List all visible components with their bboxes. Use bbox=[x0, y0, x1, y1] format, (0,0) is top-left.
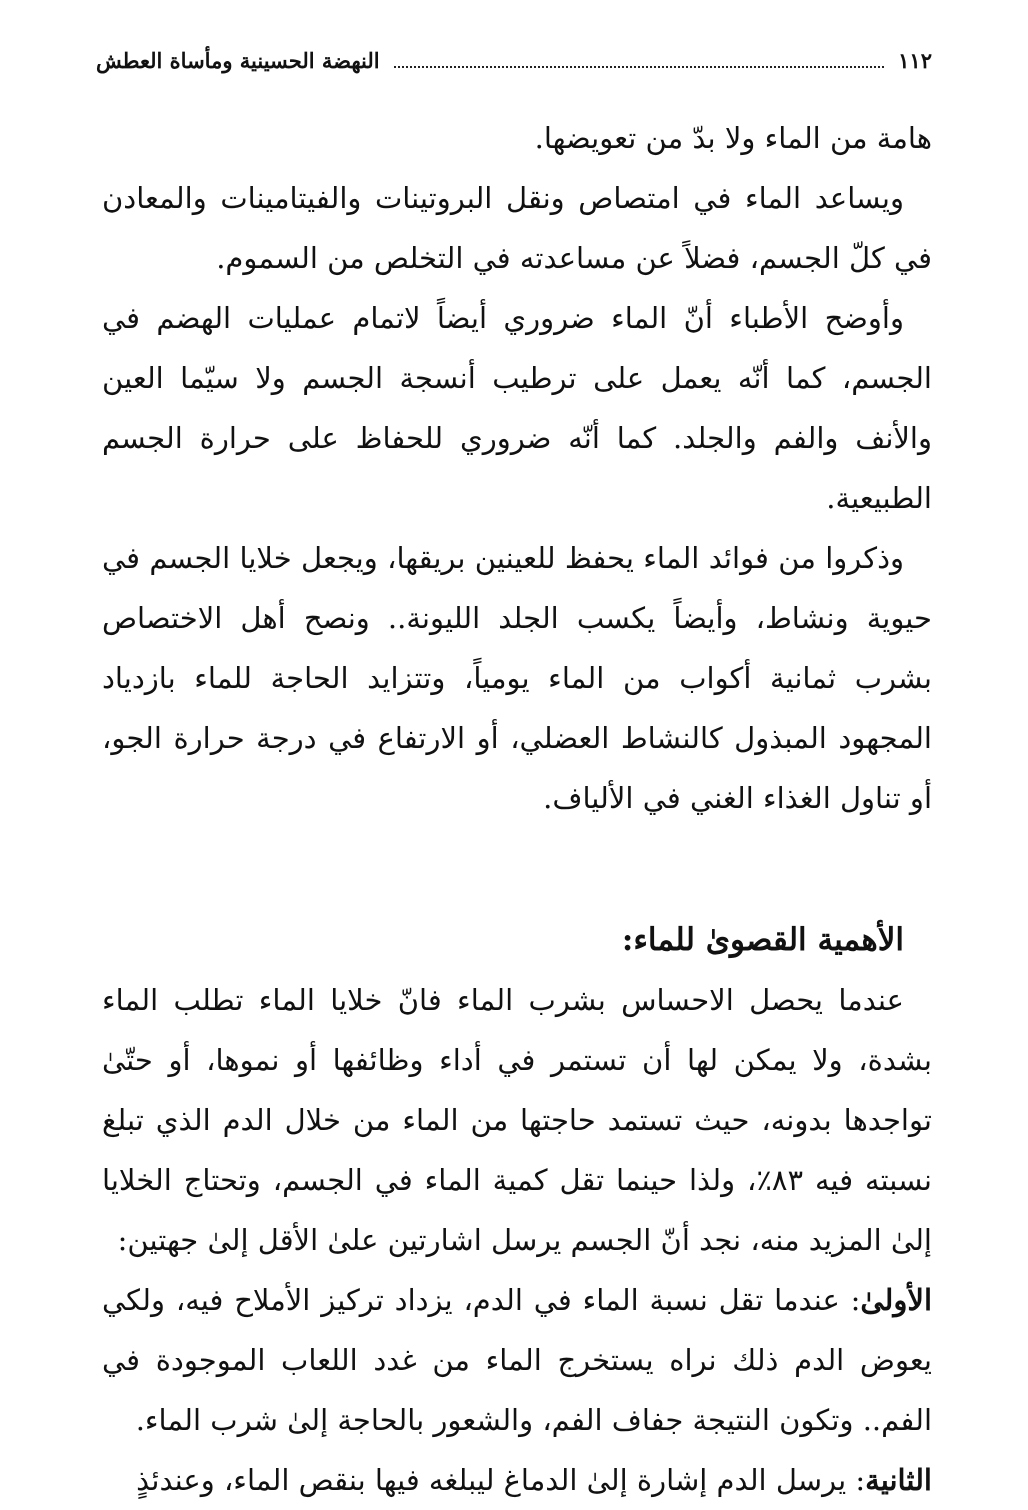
first-signal-label: الأولىٰ bbox=[860, 1283, 932, 1317]
header-dot-leader bbox=[394, 52, 885, 68]
section-heading: الأهمية القصوىٰ للماء: bbox=[621, 922, 904, 958]
first-signal-text: : عندما تقل نسبة الماء في الدم، يزداد تركيز الأملاح فيه، ولكي يعوض الدم ذلك نراه يستخرج الماء من غدد اللعاب الموجودة في الفم.. وتكون النتيجة جفاف الفم، والشعور بالحاجة إلىٰ شرب الماء. bbox=[102, 1283, 932, 1437]
paragraph-second-signal bbox=[102, 1450, 932, 1510]
paragraph-continuation: هامة من الماء ولا بدّ من تعويضها. bbox=[534, 121, 932, 155]
paragraph-digestion: وأوضح الأطباء أنّ الماء ضروري أيضاً لاتمام عمليات الهضم في الجسم، كما أنّه يعمل على ترطيب أنسجة الجسم ولا سيّما العين والأنف والفم والجلد. كما أنّه ضروري للحفاظ على حرارة الجسم الطبيعية. bbox=[102, 301, 932, 515]
running-header bbox=[96, 48, 932, 73]
second-signal-text: : يرسل الدم إشارة إلىٰ الدماغ ليبلغه فيها بنقص الماء، وعندئذٍ bbox=[136, 1463, 866, 1497]
paragraph-thirst: عندما يحصل الاحساس بشرب الماء فانّ خلايا الماء تطلب الماء بشدة، ولا يمكن لها أن تستمر في أداء وظائفها أو نموها، أو حتّىٰ تواجدها بدونه، حيث تستمد حاجتها من الماء من خلال الدم الذي تبلغ نسبته فيه ٨٣٪، ولذا حينما تقل كمية الماء في الجسم، وتحتاج الخلايا إلىٰ المزيد منه، نجد أنّ الجسم يرسل اشارتين علىٰ الأقل إلىٰ جهتين: bbox=[102, 983, 932, 1257]
paragraph-absorption: ويساعد الماء في امتصاص ونقل البروتينات والفيتامينات والمعادن في كلّ الجسم، فضلاً عن مساعدته في التخلص من السموم. bbox=[102, 181, 932, 275]
book-title: النهضة الحسينية ومأساة العطش bbox=[96, 48, 380, 73]
page-body bbox=[102, 108, 932, 1510]
page-number: ١١٢ bbox=[898, 48, 932, 73]
paragraph-benefits: وذكروا من فوائد الماء يحفظ للعينين بريقها، ويجعل خلايا الجسم في حيوية ونشاط، وأيضاً يكسب الجلد الليونة.. ونصح أهل الاختصاص بشرب ثمانية أكواب من الماء يومياً، وتتزايد الحاجة للماء بازدياد المجهود المبذول كالنشاط العضلي، أو الارتفاع في درجة حرارة الجو، أو تناول الغذاء الغني في الألياف. bbox=[102, 541, 932, 815]
section-spacer bbox=[102, 828, 932, 910]
second-signal-label: الثانية bbox=[865, 1463, 932, 1497]
paragraph-first-signal bbox=[102, 1270, 932, 1450]
